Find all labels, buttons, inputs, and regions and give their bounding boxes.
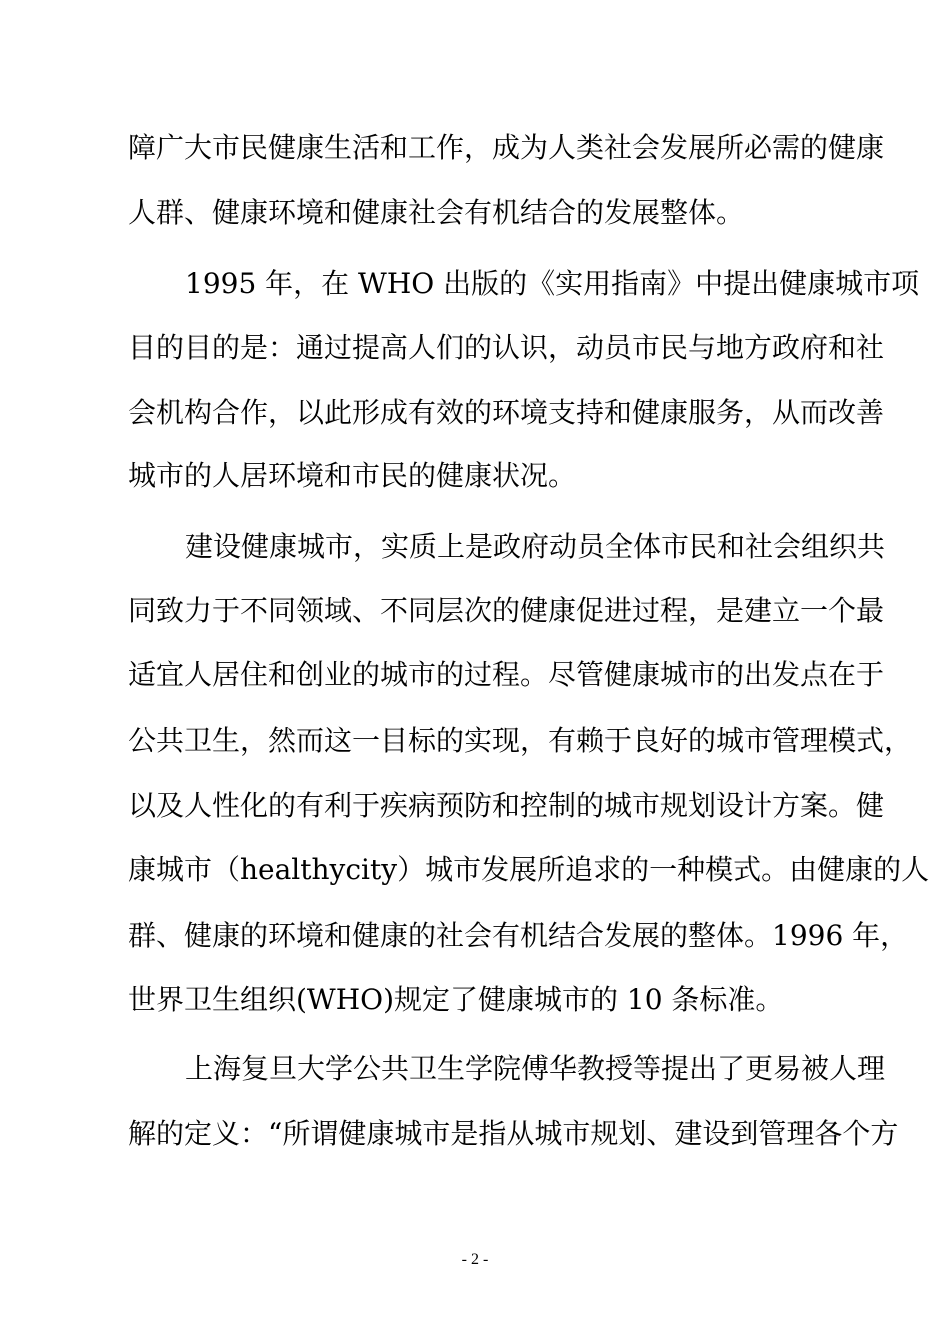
paragraph-2-line-2: 目的目的是：通过提高人们的认识，动员市民与地方政府和社	[128, 331, 885, 364]
paragraph-3-line-7: 群、健康的环境和健康的社会有机结合发展的整体。1996 年，	[128, 919, 909, 952]
paragraph-2-line-1: 1995 年，在 WHO 出版的《实用指南》中提出健康城市项	[185, 267, 920, 300]
paragraph-4-line-2: 解的定义：“所谓健康城市是指从城市规划、建设到管理各个方	[128, 1117, 899, 1150]
paragraph-3-line-2: 同致力于不同领域、不同层次的健康促进过程，是建立一个最	[128, 594, 885, 627]
paragraph-4-line-1: 上海复旦大学公共卫生学院傅华教授等提出了更易被人理	[185, 1052, 886, 1085]
paragraph-2-line-4: 城市的人居环境和市民的健康状况。	[128, 459, 577, 492]
paragraph-3-line-3: 适宜人居住和创业的城市的过程。尽管健康城市的出发点在于	[128, 658, 885, 691]
paragraph-3-line-5: 以及人性化的有利于疾病预防和控制的城市规划设计方案。健	[128, 789, 885, 822]
page-number: - 2 -	[461, 1251, 489, 1268]
paragraph-2-line-3: 会机构合作，以此形成有效的环境支持和健康服务，从而改善	[128, 396, 885, 429]
paragraph-3-line-4: 公共卫生，然而这一目标的实现，有赖于良好的城市管理模式，	[128, 724, 913, 757]
paragraph-1-line-2: 人群、健康环境和健康社会有机结合的发展整体。	[128, 196, 745, 229]
paragraph-3-line-1: 建设健康城市，实质上是政府动员全体市民和社会组织共	[185, 530, 886, 563]
paragraph-3-line-6: 康城市（healthycity）城市发展所追求的一种模式。由健康的人	[128, 853, 930, 886]
paragraph-3-line-8: 世界卫生组织(WHO)规定了健康城市的 10 条标准。	[128, 983, 784, 1016]
paragraph-1-line-1: 障广大市民健康生活和工作，成为人类社会发展所必需的健康	[128, 131, 885, 164]
